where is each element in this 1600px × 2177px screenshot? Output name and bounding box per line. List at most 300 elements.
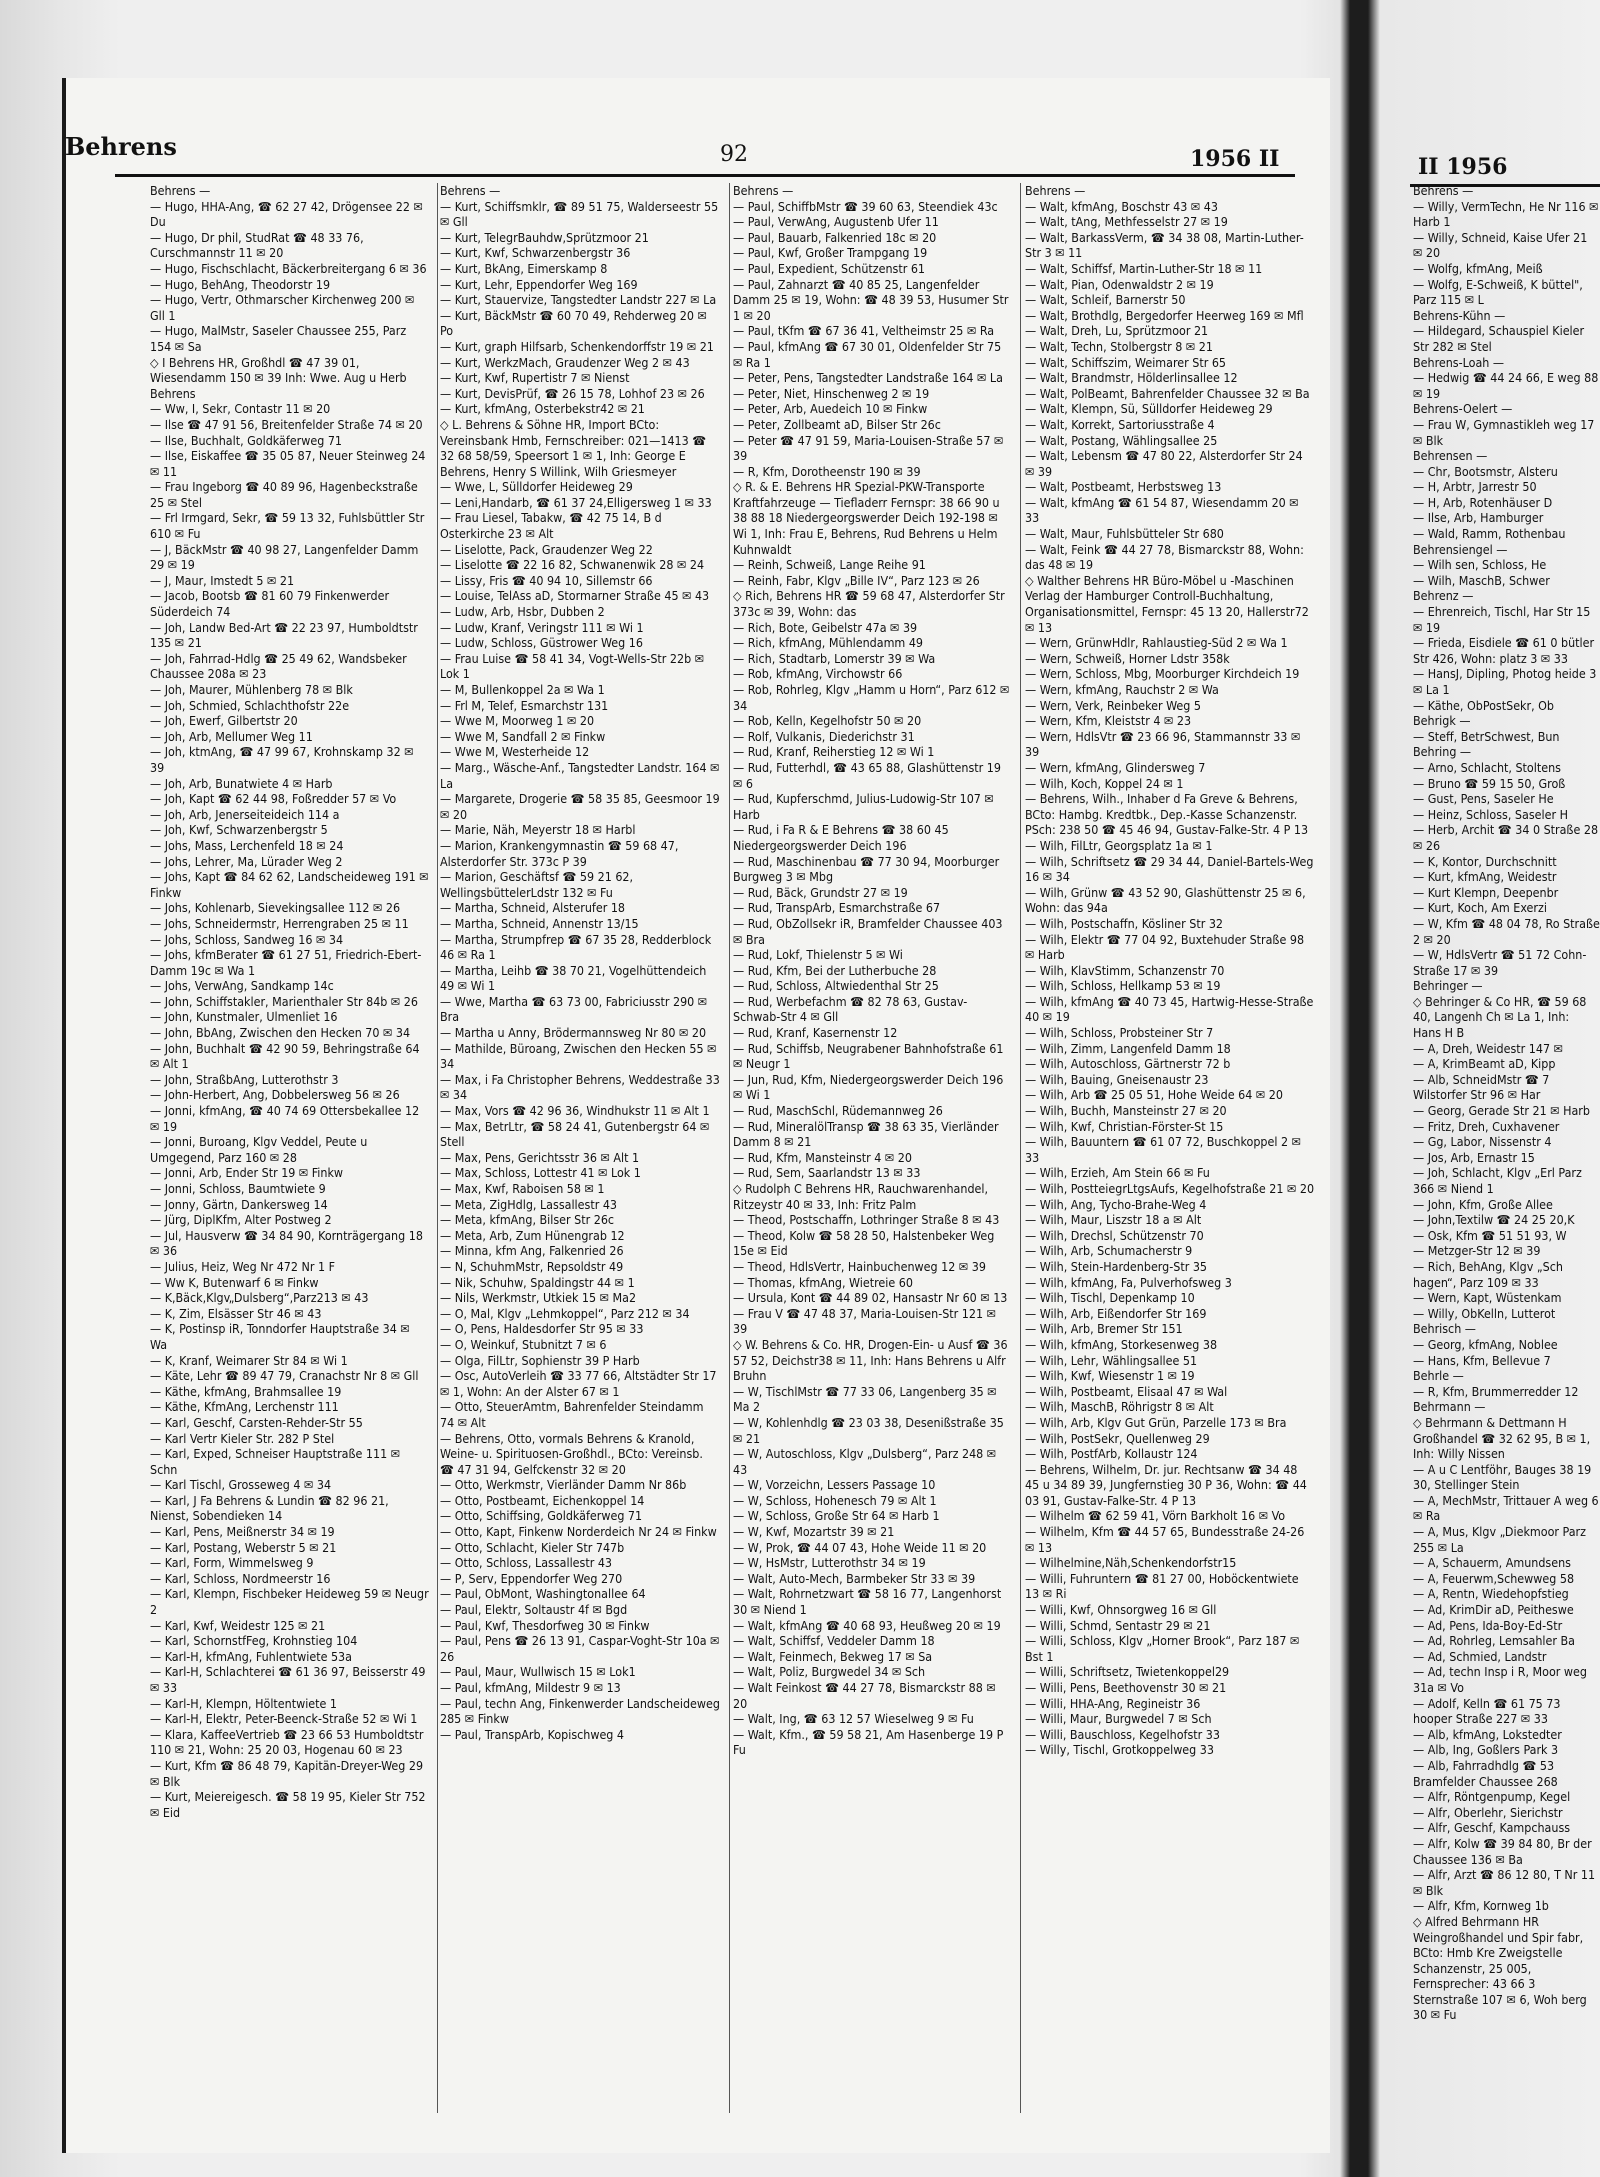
directory-entry: — Karl-H, Klempn, Höltentwiete 1 — [150, 1695, 338, 1711]
directory-entry: — A, Mus, Klgv „Diekmoor Parz 255 ✉ La — [1413, 1524, 1586, 1555]
directory-entry: Behrens — — [150, 183, 211, 198]
directory-entry: — Rud, i Fa R & E Behrens ☎ 38 60 45 Niedergeorgswerder Deich 196 — [733, 822, 949, 853]
directory-entry: Behrens-Kühn — — [1413, 307, 1506, 323]
directory-entry: — Martha, Schneid, Annenstr 13/15 — [440, 915, 639, 931]
directory-entry: — W, Vorzeichn, Lessers Passage 10 — [733, 1477, 936, 1493]
directory-entry: — Wilh, Arb, Schumacherstr 9 — [1025, 1243, 1193, 1259]
directory-entry: — John, Kunstmaler, Ulmenliet 16 — [150, 1009, 338, 1025]
directory-entry: — Walt, Postang, Wählingsallee 25 — [1025, 432, 1218, 448]
directory-entry: — Mathilde, Büroang, Zwischen den Hecken 55 ✉ 34 — [440, 1040, 717, 1072]
directory-entry: Behrens — — [440, 183, 501, 198]
directory-entry: — Rud, Lokf, Thielenstr 5 ✉ Wi — [733, 947, 903, 963]
directory-entry: — Meta, Arb, Zum Hünengrab 12 — [440, 1227, 625, 1243]
directory-entry: — Marion, Geschäftsf ☎ 59 21 62, WellingsbüttelerLdstr 132 ✉ Fu — [440, 869, 634, 900]
directory-entry: — Frau Liesel, Tabakw, ☎ 42 75 14, B d Osterkirche 23 ✉ Alt — [440, 510, 662, 542]
directory-entry: — Ilse, Buchhalt, Goldkäferweg 71 — [150, 432, 343, 448]
directory-entry: — Frau V ☎ 47 48 37, Maria-Louisen-Str 121 ✉ 39 — [733, 1305, 996, 1337]
directory-entry: — Ad, Pens, Ida-Boy-Ed-Str — [1413, 1617, 1563, 1633]
directory-entry: — Frl M, Telef, Esmarchstr 131 — [440, 697, 609, 713]
directory-entry: — Otto, Schiffsing, Goldkäferweg 71 — [440, 1508, 643, 1524]
directory-entry: — Paul, Kwf, Thesdorfweg 30 ✉ Finkw — [440, 1617, 650, 1633]
directory-entry: — Kurt, Stauervize, Tangstedter Landstr 227 ✉ La — [440, 292, 717, 308]
directory-entry: — John, Schiffstakler, Marienthaler Str 84b ✉ 26 — [150, 993, 418, 1009]
directory-entry: — Jürg, DiplKfm, Alter Postweg 2 — [150, 1212, 332, 1228]
directory-entry: — Wilh, Arb, Bremer Str 151 — [1025, 1321, 1183, 1337]
directory-entry: — Rob, kfmAng, Virchowstr 66 — [733, 666, 903, 682]
directory-entry: — W, Kwf, Mozartstr 39 ✉ 21 — [733, 1524, 895, 1540]
directory-entry: — Johs, Lehrer, Ma, Lürader Weg 2 — [150, 853, 343, 869]
directory-entry: — Ad, Schmied, Landstr — [1413, 1648, 1547, 1664]
directory-entry: — Alfr, Geschf, Kampchauss — [1413, 1820, 1571, 1836]
directory-entry: — Wilh, MaschB, Schwer — [1413, 572, 1550, 588]
directory-entry: — Jul, Hausverw ☎ 34 84 90, Kornträgergang 18 ✉ 36 — [150, 1227, 423, 1259]
directory-entry: — Julius, Heiz, Weg Nr 472 Nr 1 F — [150, 1258, 336, 1274]
directory-entry: — Wilh, Grünw ☎ 43 52 90, Glashüttenstr 25 ✉ 6, Wohn: das 94a — [1025, 884, 1306, 916]
directory-entry: — Alfr, Oberlehr, Sierichstr — [1413, 1804, 1563, 1820]
directory-entry: — Otto, Kapt, Finkenw Norderdeich Nr 24 ✉ Finkw — [440, 1524, 717, 1540]
directory-entry: — Johs, Mass, Lerchenfeld 18 ✉ 24 — [150, 837, 344, 853]
directory-entry: — Joh, Arb, Bunatwiete 4 ✉ Harb — [150, 775, 333, 791]
directory-column-3 — [733, 183, 1013, 2123]
directory-entry: — Wilh, PostfArb, Kollaustr 124 — [1025, 1446, 1198, 1462]
directory-entry: — John, Buchhalt ☎ 42 90 59, Behringstraße 64 ✉ Alt 1 — [150, 1040, 420, 1072]
directory-entry: — K, Zim, Elsässer Str 46 ✉ 43 — [150, 1305, 322, 1321]
directory-entry: — Wilh, Zimm, Langenfeld Damm 18 — [1025, 1040, 1231, 1056]
directory-entry: — Willi, Schmd, Sentastr 29 ✉ 21 — [1025, 1617, 1211, 1633]
directory-entry: — Jos, Arb, Ernastr 15 — [1413, 1149, 1535, 1165]
directory-entry: — Ww K, Butenwarf 6 ✉ Finkw — [150, 1274, 319, 1290]
directory-entry: — Wilh, KlavStimm, Schanzenstr 70 — [1025, 962, 1225, 978]
directory-entry: — Wern, Schweiß, Horner Ldstr 358k — [1025, 650, 1230, 666]
directory-entry: — Johs, VerwAng, Sandkamp 14c — [150, 978, 334, 994]
directory-entry: — Paul, techn Ang, Finkenwerder Landscheideweg 285 ✉ Finkw — [440, 1695, 720, 1727]
directory-entry: — Ludw, Arb, Hsbr, Dubben 2 — [440, 604, 605, 620]
directory-entry: — Wilh, Buchh, Mansteinstr 27 ✉ 20 — [1025, 1103, 1227, 1119]
directory-entry: — Alfr, Arzt ☎ 86 12 80, T Nr 11 ✉ Blk — [1413, 1867, 1596, 1898]
directory-entry: — Peter ☎ 47 91 59, Maria-Louisen-Straße 57 ✉ 39 — [733, 432, 1004, 464]
directory-entry: — Max, Vors ☎ 42 96 36, Windhukstr 11 ✉ Alt 1 — [440, 1103, 710, 1119]
directory-entry: — Willi, Bauschloss, Kegelhofstr 33 — [1025, 1726, 1220, 1742]
directory-entry: — A u C Lentföhr, Bauges 38 19 30, Stellinger Stein — [1413, 1461, 1592, 1493]
directory-entry: — Rud, Werbefachm ☎ 82 78 63, Gustav-Schwab-Str 4 ✉ Gll — [733, 993, 968, 1025]
directory-entry: — Walt, Schiffsf, Veddeler Damm 18 — [733, 1633, 935, 1649]
facing-page-column — [1413, 183, 1600, 2123]
directory-entry: ◇ W. Behrens & Co. HR, Drogen-Ein- u Ausf ☎ 36 57 52, Deichstr38 ✉ 11, Inh: Hans Behrens u Alfr Bruhn — [733, 1336, 1008, 1384]
directory-entry: — Karl, Pens, Meißnerstr 34 ✉ 19 — [150, 1524, 335, 1540]
directory-entry: ◇ Rich, Behrens HR ☎ 59 68 47, Alsterdorfer Str 373c ✉ 39, Wohn: das — [733, 588, 1005, 620]
directory-entry: — Wolfg, E-Schweiß, K büttel", Parz 115 ✉ L — [1413, 276, 1583, 308]
directory-entry: — Olga, FilLtr, Sophienstr 39 P Harb — [440, 1352, 640, 1368]
directory-entry: — Rud, MineralölTransp ☎ 38 63 35, Vierländer Damm 8 ✉ 21 — [733, 1118, 999, 1150]
directory-entry: — Wilh, PostteiegrLtgsAufs, Kegelhofstraße 21 ✉ 20 — [1025, 1181, 1315, 1196]
directory-entry: — Karl, Exped, Schneiser Hauptstraße 111 ✉ Schn — [150, 1446, 401, 1477]
directory-entry: — Wilh, Lehr, Wählingsallee 51 — [1025, 1352, 1198, 1368]
directory-entry: — Joh, Kapt ☎ 62 44 98, Foßredder 57 ✉ Vo — [150, 791, 397, 807]
directory-entry: — Kurt, Lehr, Eppendorfer Weg 169 — [440, 276, 638, 292]
directory-entry: — Peter, Pens, Tangstedter Landstraße 164 ✉ La — [733, 370, 1003, 386]
directory-entry: Behrens — — [733, 183, 794, 198]
directory-entry: — Willi, Pens, Beethovenstr 30 ✉ 21 — [1025, 1680, 1227, 1695]
directory-entry: — Paul, kfmAng, Mildestr 9 ✉ 13 — [440, 1680, 621, 1695]
directory-entry: — Ursula, Kont ☎ 44 89 02, Hansastr Nr 60 ✉ 13 — [733, 1290, 1008, 1306]
directory-entry: — Wilh, Erzieh, Am Stein 66 ✉ Fu — [1025, 1165, 1210, 1181]
directory-entry: — P, Serv, Eppendorfer Weg 270 — [440, 1570, 623, 1586]
directory-entry: — Hugo, Vertr, Othmarscher Kirchenweg 200 ✉ Gll 1 — [150, 292, 415, 323]
directory-entry: Behrens-Loah — — [1413, 354, 1505, 370]
directory-entry: — Ilse, Arb, Hamburger — [1413, 510, 1544, 526]
directory-entry: — Walt, Postbeamt, Herbstsweg 13 — [1025, 479, 1222, 495]
directory-entry: — Karl, Kwf, Weidestr 125 ✉ 21 — [150, 1617, 326, 1633]
directory-entry: — H, Arbtr, Jarrestr 50 — [1413, 479, 1537, 495]
directory-entry: — Käte, Lehr ☎ 89 47 79, Cranachstr Nr 8 ✉ Gll — [150, 1368, 419, 1384]
directory-entry: — A, Feuerwm,Schewweg 58 — [1413, 1570, 1575, 1586]
directory-entry: — W, Schloss, Große Str 64 ✉ Harb 1 — [733, 1508, 940, 1524]
directory-entry: Behring — — [1413, 744, 1472, 760]
directory-entry: — Jun, Rud, Kfm, Niedergeorgswerder Deich 196 ✉ Wi 1 — [733, 1071, 1004, 1103]
directory-entry: — Bruno ☎ 59 15 50, Groß — [1413, 775, 1566, 791]
directory-entry: — Walt, Feink ☎ 44 27 78, Bismarckstr 88, Wohn: das 48 ✉ 19 — [1025, 541, 1304, 573]
directory-entry: — K,Bäck,Klgv„Dulsberg“,Parz213 ✉ 43 — [150, 1290, 369, 1306]
directory-entry: — Paul, tKfm ☎ 67 36 41, Veltheimstr 25 ✉ Ra — [733, 323, 995, 339]
directory-entry: — Ehrenreich, Tischl, Har Str 15 ✉ 19 — [1413, 604, 1591, 635]
directory-entry: — Karl Vertr Kieler Str. 282 P Stel — [150, 1430, 335, 1446]
directory-entry: — Rud, TranspArb, Esmarchstraße 67 — [733, 900, 941, 916]
directory-entry: — Kurt, BäckMstr ☎ 60 70 49, Rehderweg 20 ✉ Po — [440, 307, 707, 339]
directory-entry: — Walt, Pian, Odenwaldstr 2 ✉ 19 — [1025, 276, 1214, 292]
directory-entry: — Wilh, Schriftsetz ☎ 29 34 44, Daniel-Bartels-Weg 16 ✉ 34 — [1025, 853, 1314, 885]
column-divider — [437, 183, 438, 2113]
directory-entry: — Wern, Kapt, Wüstenkam — [1413, 1290, 1562, 1306]
directory-entry: — Ww, I, Sekr, Contastr 11 ✉ 20 — [150, 401, 331, 417]
directory-entry: — Willy, Tischl, Grotkoppelweg 33 — [1025, 1742, 1214, 1758]
directory-entry: — Ludw, Kranf, Veringstr 111 ✉ Wi 1 — [440, 619, 644, 635]
directory-entry: Behrenz — — [1413, 588, 1474, 604]
directory-entry: — Ad, KrimDir aD, Peitheswe — [1413, 1602, 1574, 1618]
directory-entry: — Wilh, Elektr ☎ 77 04 92, Buxtehuder Straße 98 ✉ Harb — [1025, 931, 1305, 963]
directory-entry: — Joh, Ewerf, Gilbertstr 20 — [150, 713, 298, 729]
directory-entry: — Alb, Fahrradhdlg ☎ 53 Bramfelder Chaussee 268 — [1413, 1757, 1558, 1789]
directory-entry: — Walt, Klempn, Sü, Sülldorfer Heideweg 29 — [1025, 401, 1273, 417]
directory-entry: — Klara, KaffeeVertrieb ☎ 23 66 53 Humboldtstr 110 ✉ 21, Wohn: 25 20 03, Hogenau 60 ✉ 23 — [150, 1726, 424, 1758]
directory-entry: — Joh, Schlacht, Klgv „Erl Parz 366 ✉ Niend 1 — [1413, 1165, 1582, 1196]
directory-entry: — Rud, MaschSchl, Rüdemannweg 26 — [733, 1103, 943, 1119]
directory-column-2 — [440, 183, 720, 2123]
directory-entry: — Rud, Bäck, Grundstr 27 ✉ 19 — [733, 884, 908, 900]
directory-entry: — Georg, Gerade Str 21 ✉ Harb — [1413, 1103, 1590, 1119]
directory-entry: — Gg, Labor, Nissenstr 4 — [1413, 1134, 1552, 1150]
directory-entry: — Wilh, Stein-Hardenberg-Str 35 — [1025, 1258, 1208, 1274]
directory-entry: — Paul, Elektr, Soltaustr 4f ✉ Bgd — [440, 1602, 628, 1618]
directory-entry: — W, Autoschloss, Klgv „Dulsberg“, Parz 248 ✉ 43 — [733, 1446, 997, 1477]
directory-entry: — Walt, kfmAng ☎ 40 68 93, Heußweg 20 ✉ 19 — [733, 1617, 1001, 1633]
directory-entry: — Käthe, KfmAng, Lerchenstr 111 — [150, 1399, 339, 1415]
directory-entry: — Walt, tAng, Methfesselstr 27 ✉ 19 — [1025, 214, 1228, 230]
directory-entry: — Willi, HHA-Ang, Regineistr 36 — [1025, 1695, 1201, 1711]
directory-entry: — Ad, Rohrleg, Lemsahler Ba — [1413, 1633, 1575, 1649]
directory-entry: — Rud, Sem, Saarlandstr 13 ✉ 33 — [733, 1165, 921, 1181]
directory-entry: — Paul, Pens ☎ 26 13 91, Caspar-Voght-Str 10a ✉ 26 — [440, 1633, 720, 1664]
directory-entry: — Martha u Anny, Brödermannsweg Nr 80 ✉ 20 — [440, 1025, 707, 1041]
directory-entry: — Gust, Pens, Saseler He — [1413, 791, 1554, 807]
directory-entry: — Max, i Fa Christopher Behrens, Weddestraße 33 ✉ 34 — [440, 1071, 720, 1103]
directory-entry: — Walt, Schleif, Barnerstr 50 — [1025, 292, 1186, 308]
directory-entry: — Walt, Rohrnetzwart ☎ 58 16 77, Langenhorst 30 ✉ Niend 1 — [733, 1586, 1002, 1618]
directory-entry: — Rud, Kranf, Kasernenstr 12 — [733, 1025, 898, 1041]
directory-entry: — Johs, Schneidermstr, Herrengraben 25 ✉ 11 — [150, 915, 409, 931]
directory-entry: — Walt, Dreh, Lu, Sprützmoor 21 — [1025, 323, 1209, 339]
directory-entry: — Rob, Rohrleg, Klgv „Hamm u Horn“, Parz 612 ✉ 34 — [733, 682, 1010, 713]
directory-entry: — Wilh, Arb, Klgv Gut Grün, Parzelle 173 ✉ Bra — [1025, 1414, 1287, 1430]
directory-entry: ◇ Walther Behrens HR Büro-Möbel u -Maschinen Verlag der Hamburger Controll-Buchhaltung, Organisationsmittel, Fernspr: 45 13 20, Hallerstr72 ✉ 13 — [1025, 572, 1309, 635]
running-head-year: 1956 II — [1190, 146, 1280, 172]
directory-entry: — Jonni, Buroang, Klgv Veddel, Peute u Umgegend, Parz 160 ✉ 28 — [150, 1134, 368, 1165]
directory-entry: — Rud, Kupferschmd, Julius-Ludowig-Str 107 ✉ Harb — [733, 791, 994, 822]
directory-entry: — W, HdlsVertr ☎ 51 72 Cohn-Straße 17 ✉ 39 — [1413, 947, 1587, 978]
directory-entry: — Max, Kwf, Raboisen 58 ✉ 1 — [440, 1181, 605, 1196]
directory-entry: — Marion, Krankengymnastin ☎ 59 68 47, Alsterdorfer Str. 373c P 39 — [440, 837, 679, 869]
directory-entry: — Walt, Korrekt, Sartoriusstraße 4 — [1025, 416, 1215, 432]
directory-entry: — Walt, kfmAng ☎ 61 54 87, Wiesendamm 20 ✉ 33 — [1025, 494, 1299, 526]
directory-entry: — Walt, kfmAng, Boschstr 43 ✉ 43 — [1025, 198, 1218, 214]
directory-entry: — Alfr, Kolw ☎ 39 84 80, Br der Chaussee 136 ✉ Ba — [1413, 1835, 1592, 1867]
directory-entry: — Karl, J Fa Behrens & Lundin ☎ 82 96 21, Nienst, Sobendieken 14 — [150, 1492, 389, 1524]
directory-entry: — Rud, ObZollsekr iR, Bramfelder Chaussee 403 ✉ Bra — [733, 915, 1003, 947]
directory-entry: — Martha, Strumpfrep ☎ 67 35 28, Redderblock 46 ✉ Ra 1 — [440, 931, 712, 963]
directory-entry: — Wilh, Postbeamt, Elisaal 47 ✉ Wal — [1025, 1383, 1228, 1399]
directory-entry: — Walt, Poliz, Burgwedel 34 ✉ Sch — [733, 1664, 926, 1680]
directory-entry: — Joh, Maurer, Mühlenberg 78 ✉ Blk — [150, 682, 353, 697]
directory-entry: — Willy, ObKelln, Lutterot — [1413, 1305, 1556, 1321]
directory-entry: — Rolf, Vulkanis, Diederichstr 31 — [733, 728, 915, 744]
directory-entry: ◇ L. Behrens & Söhne HR, Import BCto: Vereinsbank Hmb, Fernschreiber: 021—1413 ☎ 32 68 58/59, Speersort 1 ✉ 1, Inh: George E Behrens, Henry S Willink, Wilh Griesmeyer — [440, 416, 707, 479]
directory-entry: — Liselotte, Pack, Graudenzer Weg 22 — [440, 541, 653, 557]
directory-entry: Behrens-Oelert — — [1413, 401, 1513, 417]
directory-entry: — Louise, TelAss aD, Stormarner Straße 45 ✉ 43 — [440, 588, 710, 604]
directory-entry: — Jonni, Schloss, Baumtwiete 9 — [150, 1181, 326, 1196]
directory-entry: — Peter, Zollbeamt aD, Bilser Str 26c — [733, 416, 941, 432]
directory-entry: Behrigk — — [1413, 713, 1471, 729]
directory-entry: — Rud, Kfm, Mansteinstr 4 ✉ 20 — [733, 1149, 912, 1165]
directory-entry: — Walt, Feinmech, Bekweg 17 ✉ Sa — [733, 1648, 933, 1664]
directory-entry: — Wilh, Koch, Koppel 24 ✉ 1 — [1025, 775, 1184, 791]
directory-entry: — Paul, Kwf, Großer Trampgang 19 — [733, 245, 928, 261]
directory-entry: — Wern, Schloss, Mbg, Moorburger Kirchdeich 19 — [1025, 666, 1300, 682]
directory-entry: — Kurt, Kfm ☎ 86 48 79, Kapitän-Dreyer-Weg 29 ✉ Blk — [150, 1757, 424, 1789]
directory-entry: — Herb, Archit ☎ 34 0 Straße 28 ✉ 26 — [1413, 822, 1599, 853]
directory-entry: — Wilhelmine,Näh,Schenkendorfstr15 — [1025, 1555, 1237, 1571]
directory-entry: — Walt, Brandmstr, Hölderlinsallee 12 — [1025, 370, 1238, 386]
directory-entry: — Behrens, Wilh., Inhaber d Fa Greve & Behrens, BCto: Hambg. Kredtbk., Dep.-Kasse Schanzenstr. PSch: 238 50 ☎ 45 46 94, Gustav-Falke-Str. 4 P 13 — [1025, 791, 1309, 838]
directory-entry: — Joh, Schmied, Schlachthofstr 22e — [150, 697, 350, 713]
directory-entry: — Minna, kfm Ang, Falkenried 26 — [440, 1243, 624, 1259]
directory-entry: Behrle — — [1413, 1368, 1464, 1384]
directory-entry: — Wilh, Bauuntern ☎ 61 07 72, Buschkoppel 2 ✉ 33 — [1025, 1134, 1301, 1165]
directory-entry: — Karl, Klempn, Fischbeker Heideweg 59 ✉ Neugr 2 — [150, 1586, 429, 1618]
directory-entry: — Kurt, Meiereigesch. ☎ 58 19 95, Kieler Str 752 ✉ Eid — [150, 1789, 426, 1820]
directory-entry: — K, Kranf, Weimarer Str 84 ✉ Wi 1 — [150, 1352, 348, 1368]
directory-entry: — Wilh, Arb ☎ 25 05 51, Hohe Weide 64 ✉ 20 — [1025, 1087, 1283, 1103]
directory-entry: — Willi, Fuhruntern ☎ 81 27 00, Hoböckentwiete 13 ✉ Ri — [1025, 1570, 1299, 1602]
directory-entry: — Ilse, Eiskaffee ☎ 35 05 87, Neuer Steinweg 24 ✉ 11 — [150, 448, 426, 479]
directory-entry: — Wilh, Bauing, Gneisenaustr 23 — [1025, 1071, 1209, 1087]
directory-entry: — Wwe M, Moorweg 1 ✉ 20 — [440, 713, 595, 729]
directory-entry: — Wilh, Arb, Eißendorfer Str 169 — [1025, 1305, 1207, 1321]
directory-entry: — Otto, Schloss, Lassallestr 43 — [440, 1555, 612, 1571]
directory-entry: — Kurt, Kwf, Rupertistr 7 ✉ Nienst — [440, 370, 630, 386]
directory-entry: — Wilh, kfmAng, Storkesenweg 38 — [1025, 1336, 1218, 1352]
directory-entry: — K, Kontor, Durchschnitt — [1413, 853, 1557, 869]
directory-entry: — Rich, BehAng, Klgv „Sch hagen“, Parz 109 ✉ 33 — [1413, 1258, 1563, 1290]
directory-entry: — Heinz, Schloss, Saseler H — [1413, 806, 1568, 822]
directory-entry: — R, Kfm, Dorotheenstr 190 ✉ 39 — [733, 463, 921, 479]
directory-entry: — Wilh, Drechsl, Schützenstr 70 — [1025, 1227, 1204, 1243]
directory-entry: — Paul, Bauarb, Falkenried 18c ✉ 20 — [733, 229, 937, 245]
directory-entry: — Otto, SteuerAmtm, Bahrenfelder Steindamm 74 ✉ Alt — [440, 1399, 704, 1430]
directory-entry: — Nils, Werkmstr, Utkiek 15 ✉ Ma2 — [440, 1290, 637, 1306]
directory-entry: — Osk, Kfm ☎ 51 51 93, W — [1413, 1227, 1567, 1243]
directory-entry: — Rud, Kranf, Reiherstieg 12 ✉ Wi 1 — [733, 744, 935, 760]
directory-entry: — Marie, Näh, Meyerstr 18 ✉ Harbl — [440, 822, 636, 838]
directory-entry: ◇ R. & E. Behrens HR Spezial-PKW-Transporte Kraftfahrzeuge — Tiefladerr Fernspr: 38 66 90 u 38 88 18 Niedergeorgswerder Deich 192-198 ✉ Wi 1, Inh: Frau E, Behrens, Rud Behrens u Helm Kuhnwaldt — [733, 479, 1000, 557]
directory-entry: — Jacob, Bootsb ☎ 81 60 79 Finkenwerder Süderdeich 74 — [150, 588, 390, 620]
directory-entry: — N, SchuhmMstr, Repsoldstr 49 — [440, 1258, 624, 1274]
directory-entry: — Walt, PolBeamt, Bahrenfelder Chaussee 32 ✉ Ba — [1025, 385, 1310, 401]
directory-entry: — Karl-H, Elektr, Peter-Beenck-Straße 52 ✉ Wi 1 — [150, 1711, 418, 1727]
directory-entry: — Walt, Techn, Stolbergstr 8 ✉ 21 — [1025, 338, 1213, 354]
directory-entry: — Paul, SchiffbMstr ☎ 39 60 63, Steendiek 43c — [733, 198, 998, 214]
directory-entry: — Wern, kfmAng, Glindersweg 7 — [1025, 759, 1206, 775]
directory-entry: — Theod, Kolw ☎ 58 28 50, Halstenbeker Weg 15e ✉ Eid — [733, 1227, 995, 1259]
directory-entry: — Paul, Expedient, Schützenstr 61 — [733, 260, 926, 276]
directory-entry: — Paul, Zahnarzt ☎ 40 85 25, Langenfelder Damm 25 ✉ 19, Wohn: ☎ 48 39 53, Husumer Str 1 ✉ 20 — [733, 276, 1009, 323]
directory-entry: — John, Kfm, Große Allee — [1413, 1196, 1553, 1212]
directory-entry: — Kurt, WerkzMach, Graudenzer Weg 2 ✉ 43 — [440, 354, 690, 370]
directory-entry: — Wilh, Schloss, Hellkamp 53 ✉ 19 — [1025, 978, 1221, 994]
directory-entry: Behringer — — [1413, 978, 1483, 994]
directory-entry: — Walt, BarkassVerm, ☎ 34 38 08, Martin-Luther-Str 3 ✉ 11 — [1025, 229, 1304, 261]
directory-entry: — Hugo, HHA-Ang, ☎ 62 27 42, Drögensee 22 ✉ Du — [150, 198, 423, 230]
directory-entry: — Paul, VerwAng, Augustenb Ufer 11 — [733, 214, 939, 230]
directory-column-4 — [1025, 183, 1315, 2123]
directory-entry: — Ludw, Schloss, Güstrower Weg 16 — [440, 635, 643, 651]
directory-entry: — Walt, Maur, Fuhlsbütteler Str 680 — [1025, 526, 1224, 542]
directory-entry: — Hildegard, Schauspiel Kieler Str 282 ✉ Stel — [1413, 323, 1585, 354]
directory-entry: — Walt, Auto-Mech, Barmbeker Str 33 ✉ 39 — [733, 1570, 976, 1586]
directory-entry: — A, KrimBeamt aD, Kipp — [1413, 1056, 1556, 1072]
column-divider — [1020, 183, 1021, 2113]
directory-entry: — W, Prok, ☎ 44 07 43, Hohe Weide 11 ✉ 20 — [733, 1539, 987, 1555]
directory-entry: — HansJ, Dipling, Photog heide 3 ✉ La 1 — [1413, 666, 1597, 697]
directory-entry: — A, Dreh, Weidestr 147 ✉ — [1413, 1040, 1563, 1056]
directory-entry: — Frau W, Gymnastikleh weg 17 ✉ Blk — [1413, 416, 1595, 448]
directory-entry: — Hugo, BehAng, Theodorstr 19 — [150, 276, 331, 292]
directory-entry: — W, HsMstr, Lutterothstr 34 ✉ 19 — [733, 1555, 926, 1571]
directory-entry: — Wilh, PostSekr, Quellenweg 29 — [1025, 1430, 1210, 1446]
directory-entry: — Wilh, MaschB, Röhrigstr 8 ✉ Alt — [1025, 1399, 1214, 1415]
directory-entry: — Frieda, Eisdiele ☎ 61 0 bütler Str 426, Wohn: platz 3 ✉ 33 — [1413, 635, 1595, 666]
directory-entry: — Paul, TranspArb, Kopischweg 4 — [440, 1726, 625, 1742]
directory-entry: — Kurt, kfmAng, Weidestr — [1413, 869, 1557, 885]
directory-entry: — Walt, Ing, ☎ 63 12 57 Wieselweg 9 ✉ Fu — [733, 1711, 974, 1727]
directory-entry: — Wilhelm ☎ 62 59 41, Vörn Barkholt 16 ✉ Vo — [1025, 1508, 1286, 1524]
directory-entry: ◇ Behringer & Co HR, ☎ 59 68 40, Langenh Ch ✉ La 1, Inh: Hans H B — [1413, 993, 1587, 1041]
directory-entry: — Walt, Lebensm ☎ 47 80 22, Alsterdorfer Str 24 ✉ 39 — [1025, 448, 1303, 479]
directory-entry: — Metzger-Str 12 ✉ 39 — [1413, 1243, 1541, 1259]
directory-entry: Behrisch — — [1413, 1321, 1476, 1337]
directory-entry: ◇ I Behrens HR, Großhdl ☎ 47 39 01, Wiesendamm 150 ✉ 39 Inh: Wwe. Aug u Herb Behrens — [150, 354, 407, 401]
directory-entry: — K, Postinsp iR, Tonndorfer Hauptstraße 34 ✉ Wa — [150, 1321, 410, 1352]
directory-entry: — R, Kfm, Brummerredder 12 — [1413, 1383, 1579, 1399]
directory-entry: — Meta, ZigHdlg, Lassallestr 43 — [440, 1196, 617, 1212]
directory-entry: — Joh, Fahrrad-Hdlg ☎ 25 49 62, Wandsbeker Chaussee 208a ✉ 23 — [150, 650, 407, 682]
directory-entry: — Rud, Futterhdl, ☎ 43 65 88, Glashüttenstr 19 ✉ 6 — [733, 759, 1001, 791]
directory-entry: — Johs, kfmBerater ☎ 61 27 51, Friedrich-Ebert-Damm 19c ✉ Wa 1 — [150, 947, 422, 978]
directory-entry: — Alfr, Kfm, Kornweg 1b — [1413, 1898, 1549, 1914]
directory-entry: — Martha, Schneid, Alsterufer 18 — [440, 900, 626, 916]
directory-entry: — Kurt Klempn, Deepenbr — [1413, 884, 1559, 900]
directory-entry: — Wilh sen, Schloss, He — [1413, 557, 1547, 573]
directory-entry: — Kurt, DevisPrüf, ☎ 26 15 78, Lohhof 23 ✉ 26 — [440, 385, 705, 401]
directory-entry: — Jonni, Arb, Ender Str 19 ✉ Finkw — [150, 1165, 344, 1181]
directory-entry: — Jonni, kfmAng, ☎ 40 74 69 Ottersbekallee 12 ✉ 19 — [150, 1103, 420, 1134]
directory-entry: — Joh, Landw Bed-Art ☎ 22 23 97, Humboldtstr 135 ✉ 21 — [150, 619, 418, 651]
directory-entry: — Theod, HdlsVertr, Hainbuchenweg 12 ✉ 39 — [733, 1258, 986, 1274]
directory-entry: — Alfr, Röntgenpump, Kegel — [1413, 1789, 1571, 1805]
directory-entry: — Reinh, Fabr, Klgv „Bille IV“, Parz 123 ✉ 26 — [733, 572, 980, 588]
directory-entry: — Wilh, FilLtr, Georgsplatz 1a ✉ 1 — [1025, 837, 1213, 853]
directory-entry: — W, Schloss, Hohenesch 79 ✉ Alt 1 — [733, 1492, 937, 1508]
directory-entry: — Peter, Arb, Auedeich 10 ✉ Finkw — [733, 401, 928, 417]
directory-entry: — Johs, Kohlenarb, Sievekingsallee 112 ✉ 26 — [150, 900, 401, 916]
directory-entry: — Rud, Maschinenbau ☎ 77 30 94, Moorburger Burgweg 3 ✉ Mbg — [733, 853, 1000, 885]
directory-entry: — Thomas, kfmAng, Wietreie 60 — [733, 1274, 913, 1290]
directory-entry: — Ad, techn Insp i R, Moor weg 31a ✉ Vo — [1413, 1664, 1587, 1695]
directory-entry: — Wwe M, Westerheide 12 — [440, 744, 590, 760]
directory-entry: — Hugo, Dr phil, StudRat ☎ 48 33 76, Curschmannstr 11 ✉ 20 — [150, 229, 364, 261]
column-divider — [729, 183, 730, 2113]
directory-entry: — Otto, Werkmstr, Vierländer Damm Nr 86b — [440, 1477, 687, 1493]
directory-entry: — Kurt, BkAng, Eimerskamp 8 — [440, 260, 608, 276]
directory-entry: — Frau Luise ☎ 58 41 34, Vogt-Wells-Str 22b ✉ Lok 1 — [440, 650, 705, 682]
directory-entry: — Theod, Postschaffn, Lothringer Straße 8 ✉ 43 — [733, 1212, 1000, 1228]
directory-entry: — A, Schauerm, Amundsens — [1413, 1555, 1571, 1571]
directory-entry: — Johs, Kapt ☎ 84 62 62, Landscheideweg 191 ✉ Finkw — [150, 869, 429, 900]
directory-entry: — O, Weinkuf, Stubnitzt 7 ✉ 6 — [440, 1336, 607, 1352]
directory-entry: — Wern, Verk, Reinbeker Weg 5 — [1025, 697, 1202, 713]
directory-entry: — John, StraßbAng, Lutterothstr 3 — [150, 1071, 339, 1087]
directory-entry: — Max, BetrLtr, ☎ 58 24 41, Gutenbergstr 64 ✉ Stell — [440, 1118, 710, 1150]
directory-entry: — Rich, Stadtarb, Lomerstr 39 ✉ Wa — [733, 650, 936, 666]
directory-entry: — Ilse ☎ 47 91 56, Breitenfelder Straße 74 ✉ 20 — [150, 416, 423, 432]
directory-entry: — Walt, Brothdlg, Bergedorfer Heerweg 169 ✉ Mfl — [1025, 307, 1304, 323]
directory-entry: — Wilh, kfmAng, Fa, Pulverhofsweg 3 — [1025, 1274, 1232, 1290]
directory-entry: — Max, Schloss, Lottestr 41 ✉ Lok 1 — [440, 1165, 641, 1181]
directory-entry: — O, Pens, Haldesdorfer Str 95 ✉ 33 — [440, 1321, 644, 1337]
directory-entry: — Willi, Schloss, Klgv „Horner Brook“, Parz 187 ✉ Bst 1 — [1025, 1633, 1300, 1664]
directory-entry: — Adolf, Kelln ☎ 61 75 73 hooper Straße 227 ✉ 33 — [1413, 1695, 1561, 1727]
directory-entry: — Karl-H, Schlachterei ☎ 61 36 97, Beisserstr 49 ✉ 33 — [150, 1664, 426, 1695]
directory-entry: — Rud, Schloss, Altwiedenthal Str 25 — [733, 978, 939, 994]
directory-entry: — Fritz, Dreh, Cuxhavener — [1413, 1118, 1560, 1134]
directory-entry: — Karl, Schloss, Nordmeerstr 16 — [150, 1570, 331, 1586]
directory-entry: — Rich, Bote, Geibelstr 47a ✉ 39 — [733, 619, 918, 635]
directory-entry: — Alb, kfmAng, Lokstedter — [1413, 1726, 1562, 1742]
directory-entry: — Wern, Kfm, Kleiststr 4 ✉ 23 — [1025, 713, 1192, 729]
directory-entry: — W, Kohlenhdlg ☎ 23 03 38, Desenißstraße 35 ✉ 21 — [733, 1414, 1004, 1446]
directory-entry: — Hugo, Fischschlacht, Bäckerbreitergang 6 ✉ 36 — [150, 260, 427, 276]
directory-entry: — O, Mal, Klgv „Lehmkoppel“, Parz 212 ✉ 34 — [440, 1305, 690, 1321]
directory-entry: — Kurt, TelegrBauhdw,Sprützmoor 21 — [440, 229, 649, 245]
